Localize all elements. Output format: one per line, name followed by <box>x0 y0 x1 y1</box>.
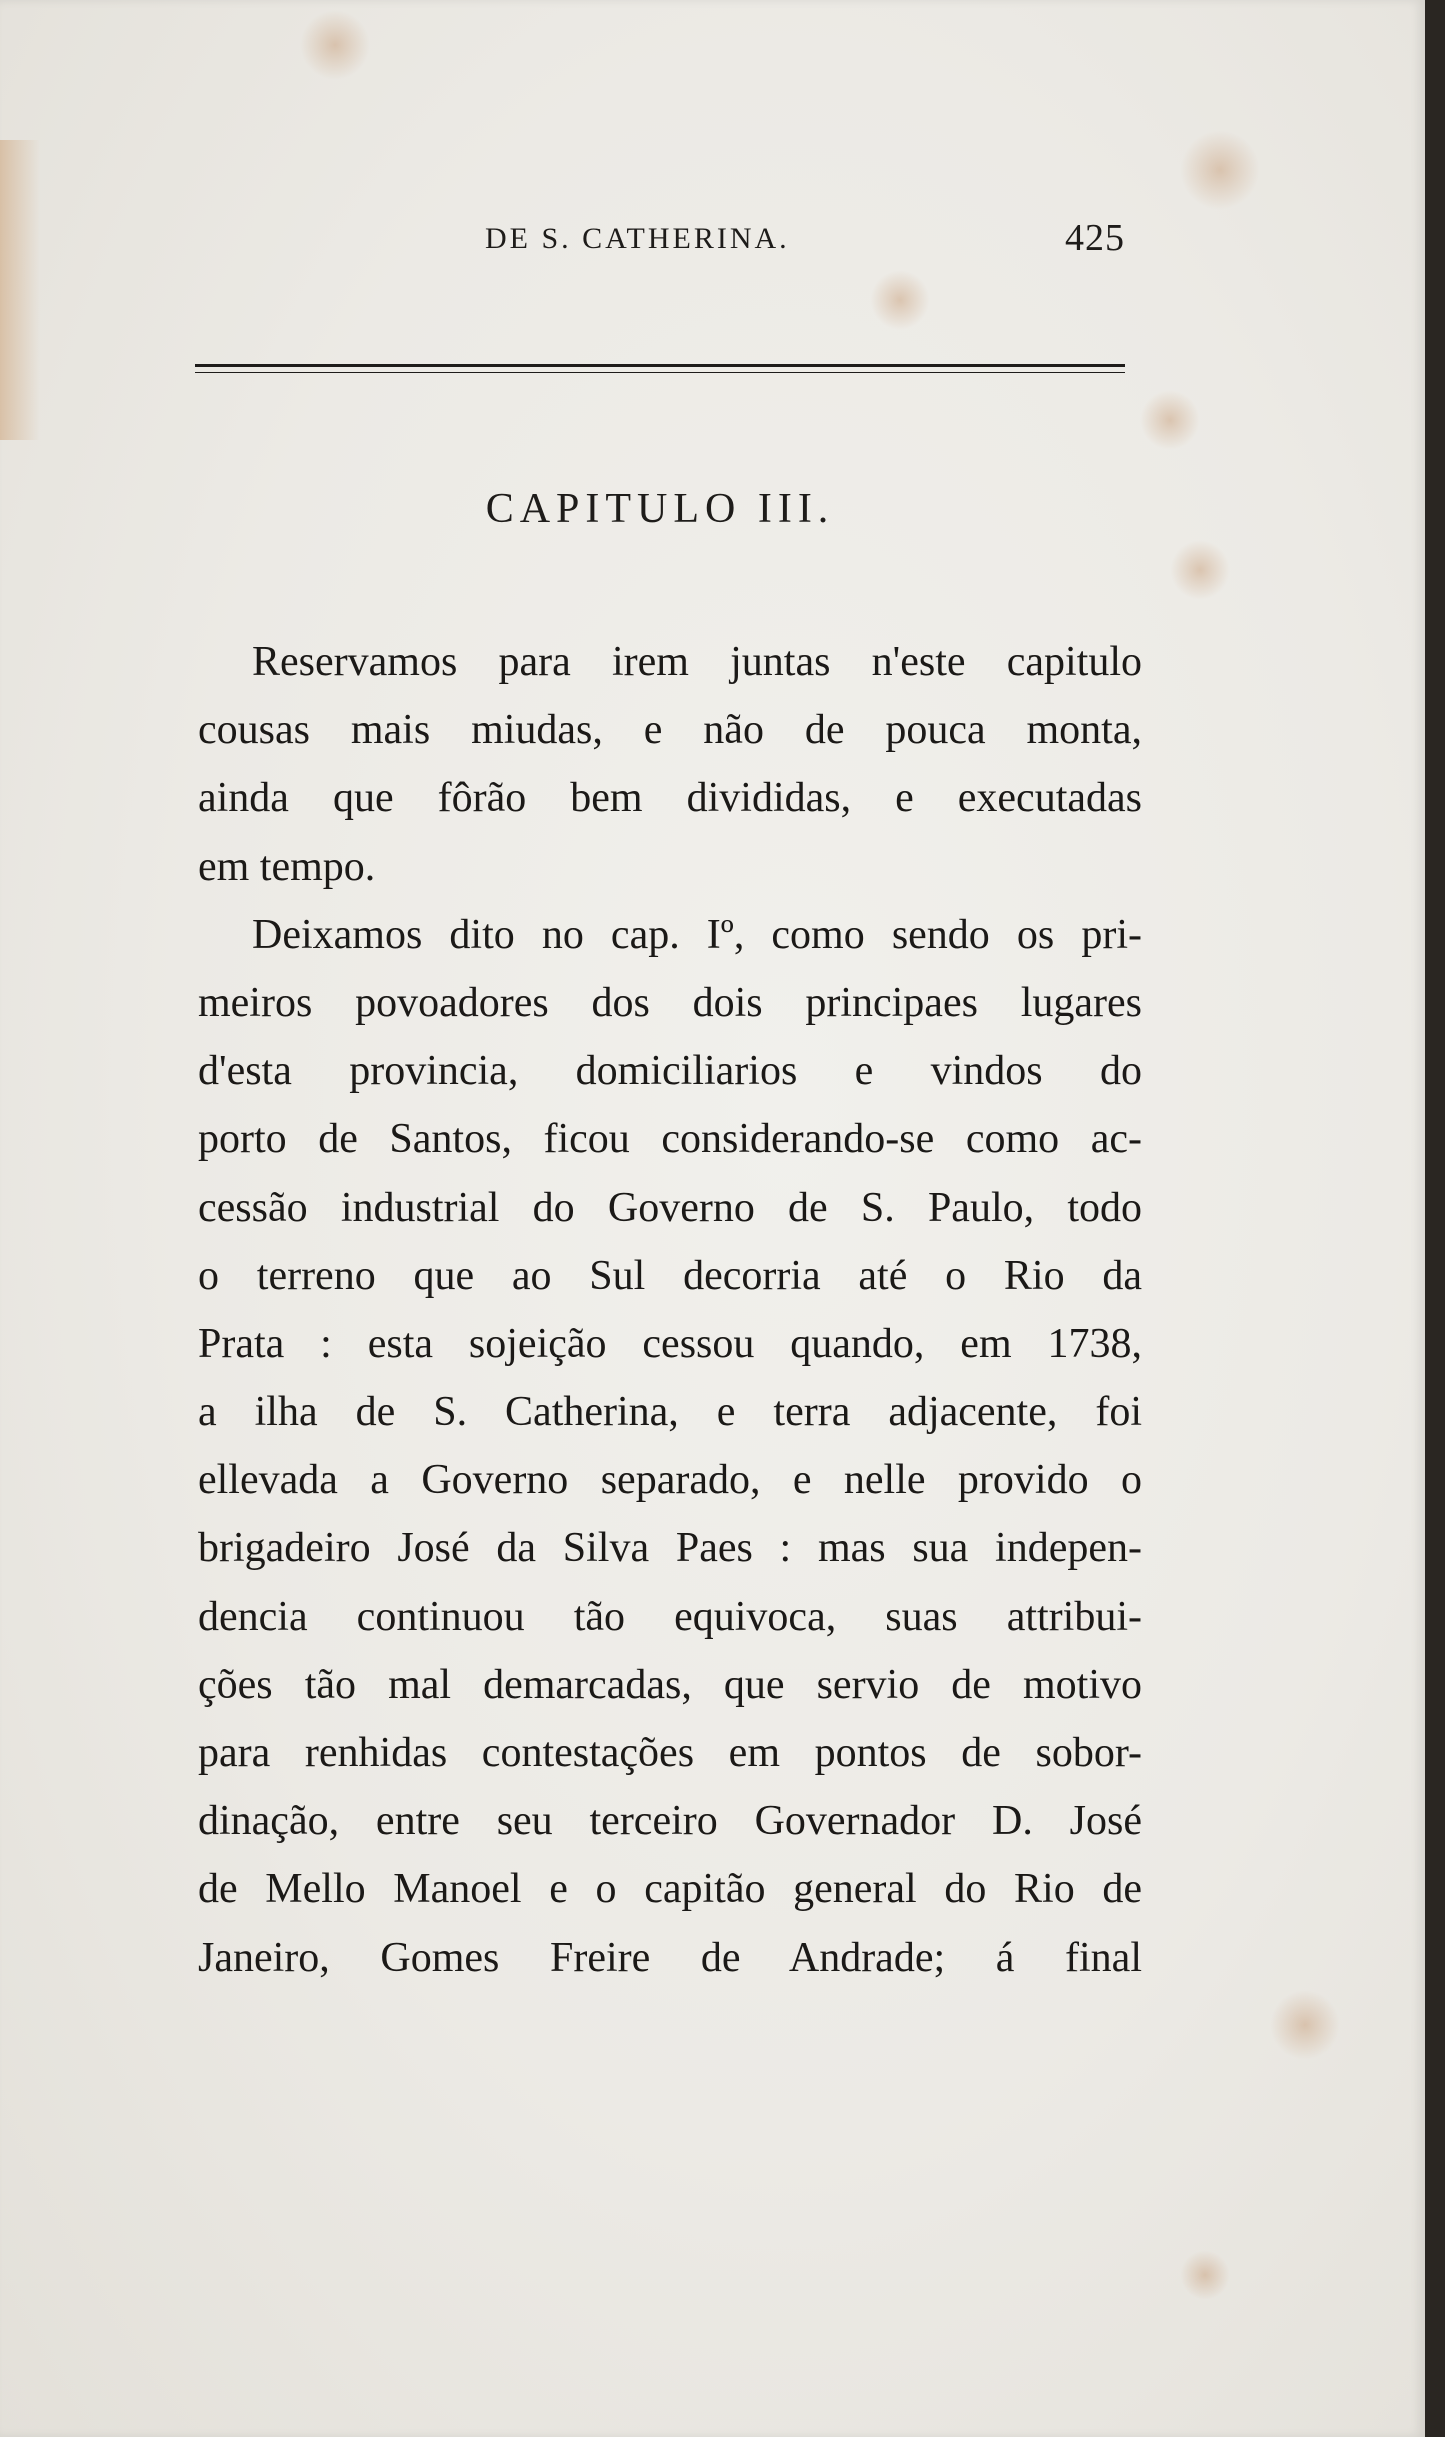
foxing-stain <box>1180 2250 1230 2300</box>
text-line: Prata : esta sojeição cessou quando, em 1738, <box>198 1320 1142 1367</box>
foxing-stain <box>1170 540 1230 600</box>
text-line: a ilha de S. Catherina, e terra adjacente, foi <box>198 1389 1142 1436</box>
page-number: 425 <box>1065 217 1125 259</box>
text-line: meiros povoadores dos dois principaes lugares <box>198 979 1142 1026</box>
text-line: cessão industrial do Governo de S. Paulo, todo <box>198 1184 1142 1231</box>
text-line: o terreno que ao Sul decorria até o Rio da <box>198 1252 1142 1299</box>
text-line: ellevada a Governo separado, e nelle provido o <box>198 1457 1142 1504</box>
page-header <box>195 217 1125 272</box>
edge-foxing <box>0 140 40 440</box>
paragraph-1 <box>198 628 1142 901</box>
paragraph-2 <box>198 901 1142 1992</box>
text-line: em tempo. <box>198 843 376 890</box>
text-line: ainda que fôrão bem divididas, e executadas <box>198 775 1142 822</box>
text-line: ções tão mal demarcadas, que servio de motivo <box>198 1661 1142 1708</box>
text-line: de Mello Manoel e o capitão general do Rio de <box>198 1866 1142 1913</box>
text-line: d'esta provincia, domiciliarios e vindos do <box>198 1048 1142 1095</box>
chapter-title: CAPITULO III. <box>485 486 835 532</box>
foxing-stain <box>1270 1990 1340 2060</box>
header-rule <box>195 364 1125 367</box>
foxing-stain <box>1140 390 1200 450</box>
text-line: cousas mais miudas, e não de pouca monta, <box>198 707 1142 754</box>
text-line: dinação, entre seu terceiro Governador D. José <box>198 1798 1142 1845</box>
text-line: Deixamos dito no cap. Iº, como sendo os pri- <box>252 911 1142 958</box>
text-line: porto de Santos, ficou considerando-se como ac- <box>198 1116 1142 1163</box>
foxing-stain <box>300 10 370 80</box>
text-line: Reservamos para irem juntas n'este capitulo <box>252 639 1142 685</box>
text-line: brigadeiro José da Silva Paes : mas sua indepen- <box>198 1525 1142 1572</box>
header-rule-thin <box>195 372 1125 373</box>
running-head: DE S. CATHERINA. <box>485 222 790 255</box>
body-text <box>198 628 1142 1992</box>
foxing-stain <box>1180 130 1260 210</box>
text-line: Janeiro, Gomes Freire de Andrade; á final <box>198 1934 1142 1981</box>
text-line: para renhidas contestações em pontos de sobor- <box>198 1730 1142 1776</box>
text-line: dencia continuou tão equivoca, suas attribui- <box>198 1593 1142 1640</box>
foxing-stain <box>870 270 930 330</box>
